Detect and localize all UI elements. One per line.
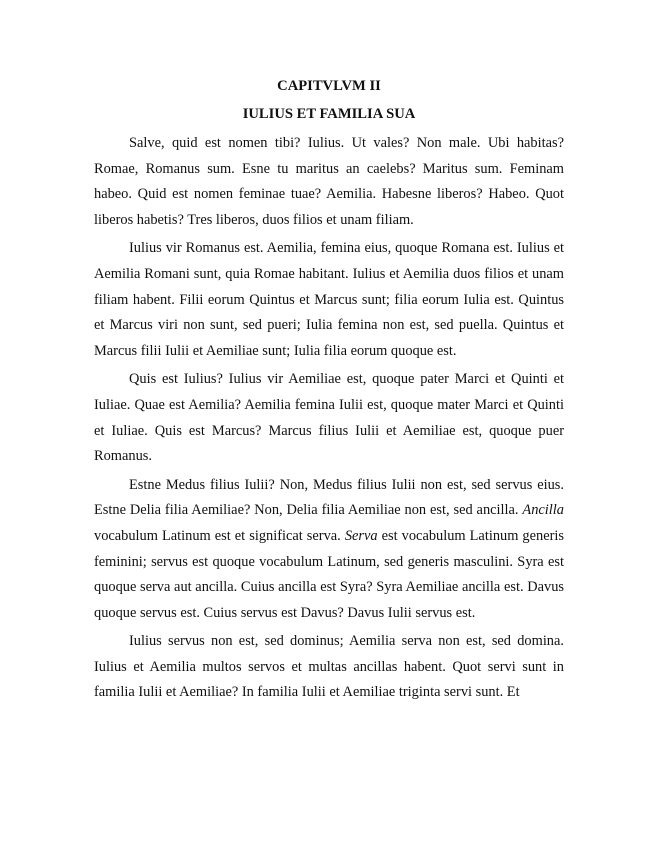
italic-word-ancilla: Ancilla (522, 502, 564, 519)
paragraph-4-text-a: Estne Medus filius Iulii? Non, Medus filius Iulii non est, sed servus eius. Estne Delia filia Aemiliae? Non, Delia filia Aemiliae non est, sed ancilla. (94, 476, 564, 519)
paragraph-4-text-c: est vocabulum Latinum generis feminini; servus est quoque vocabulum Latinum, sed generis masculini. Syra est quoque serva aut ancilla. Cuius ancilla est Syra? Syra Aemiliae ancilla est. Davus quoque servus est. Cuius servus est Davus? Davus Iulii servus est. (94, 527, 564, 621)
paragraph-3: Quis est Iulius? Iulius vir Aemiliae est, quoque pater Marci et Quinti et Iuliae. Quae est Aemilia? Aemilia femina Iulii est, quoque mater Marci et Quinti et Iuliae. Quis est Marcus? Marcus filius Iulii et Aemiliae est, quoque puer Romanus. (94, 371, 564, 465)
paragraph-5: Iulius servus non est, sed dominus; Aemilia serva non est, sed domina. Iulius et Aemilia multos servos et multas ancillas habent. Quot servi sunt in familia Iulii et Aemiliae? In familia Iulii et Aemiliae triginta servi sunt. Et (94, 633, 564, 701)
document-page (94, 76, 564, 709)
paragraph-1: Salve, quid est nomen tibi? Iulius. Ut vales? Non male. Ubi habitas? Romae, Romanus sum. Esne tu maritus an caelebs? Maritus sum. Feminam habeo. Quid est nomen feminae tuae? Aemilia. Habesne liberos? Habeo. Quot liberos habetis? Tres liberos, duos filios et unam filiam. (94, 135, 564, 228)
paragraph-2: Iulius vir Romanus est. Aemilia, femina eius, quoque Romana est. Iulius et Aemilia Romani sunt, quia Romae habitant. Iulius et Aemilia duos filios et unam filiam habent. Filii eorum Quintus et Marcus sunt; filia eorum Iulia est. Quintus et Marcus viri non sunt, sed pueri; Iulia femina non est, sed puella. Quintus et Marcus filii Iulii et Aemiliae sunt; Iulia filia eorum quoque est. (94, 240, 564, 359)
italic-word-serva: Serva (344, 527, 378, 544)
chapter-number: CAPITVLVM II (277, 78, 381, 94)
paragraph-4-text-b: vocabulum Latinum est et significat serva. (94, 527, 341, 544)
paragraph-4 (94, 473, 564, 627)
chapter-title: IULIUS ET FAMILIA SUA (242, 106, 416, 122)
